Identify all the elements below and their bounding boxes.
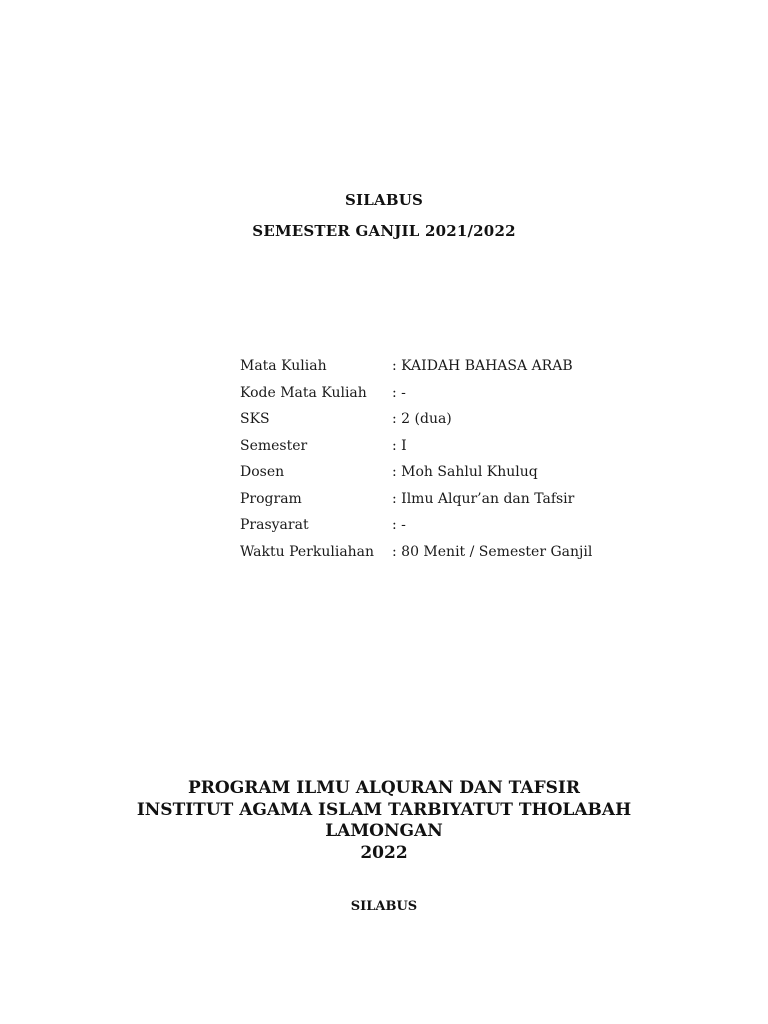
info-value: : I xyxy=(392,437,407,454)
info-label: Kode Mata Kuliah xyxy=(240,384,367,401)
document-title: SILABUS xyxy=(344,191,424,209)
institution-block xyxy=(0,778,768,864)
info-label: Semester xyxy=(240,437,308,454)
info-value: : Moh Sahlul Khuluq xyxy=(392,464,538,480)
info-row-prasyarat xyxy=(240,515,592,542)
info-row-semester xyxy=(240,436,592,463)
info-value: : - xyxy=(392,517,406,533)
info-value: : 2 (dua) xyxy=(392,411,452,427)
info-row-dosen xyxy=(240,462,592,489)
info-row-kode-mata-kuliah xyxy=(240,383,592,410)
info-label: Dosen xyxy=(240,464,285,480)
info-row-program xyxy=(240,489,592,516)
program-name: PROGRAM ILMU ALQURAN DAN TAFSIR xyxy=(187,778,581,798)
info-value: : KAIDAH BAHASA ARAB xyxy=(392,358,573,374)
institution-city: LAMONGAN xyxy=(325,821,443,841)
document-subtitle: SEMESTER GANJIL 2021/2022 xyxy=(252,222,516,240)
info-label: SKS xyxy=(240,411,270,427)
next-page-title: SILABUS xyxy=(350,899,418,914)
info-row-mata-kuliah xyxy=(240,356,592,383)
info-row-sks xyxy=(240,409,592,436)
info-label: Program xyxy=(240,490,302,507)
document-year: 2022 xyxy=(360,842,408,863)
course-info-table xyxy=(240,356,592,568)
info-value: : - xyxy=(392,384,406,401)
info-value: : Ilmu Alqur’an dan Tafsir xyxy=(392,490,575,507)
institution-name: INSTITUT AGAMA ISLAM TARBIYATUT THOLABAH xyxy=(136,799,632,820)
info-value: : 80 Menit / Semester Ganjil xyxy=(392,543,593,560)
info-row-waktu-perkuliahan xyxy=(240,542,592,569)
info-label: Prasyarat xyxy=(240,517,309,533)
info-label: Waktu Perkuliahan xyxy=(240,543,375,560)
info-label: Mata Kuliah xyxy=(240,358,327,374)
